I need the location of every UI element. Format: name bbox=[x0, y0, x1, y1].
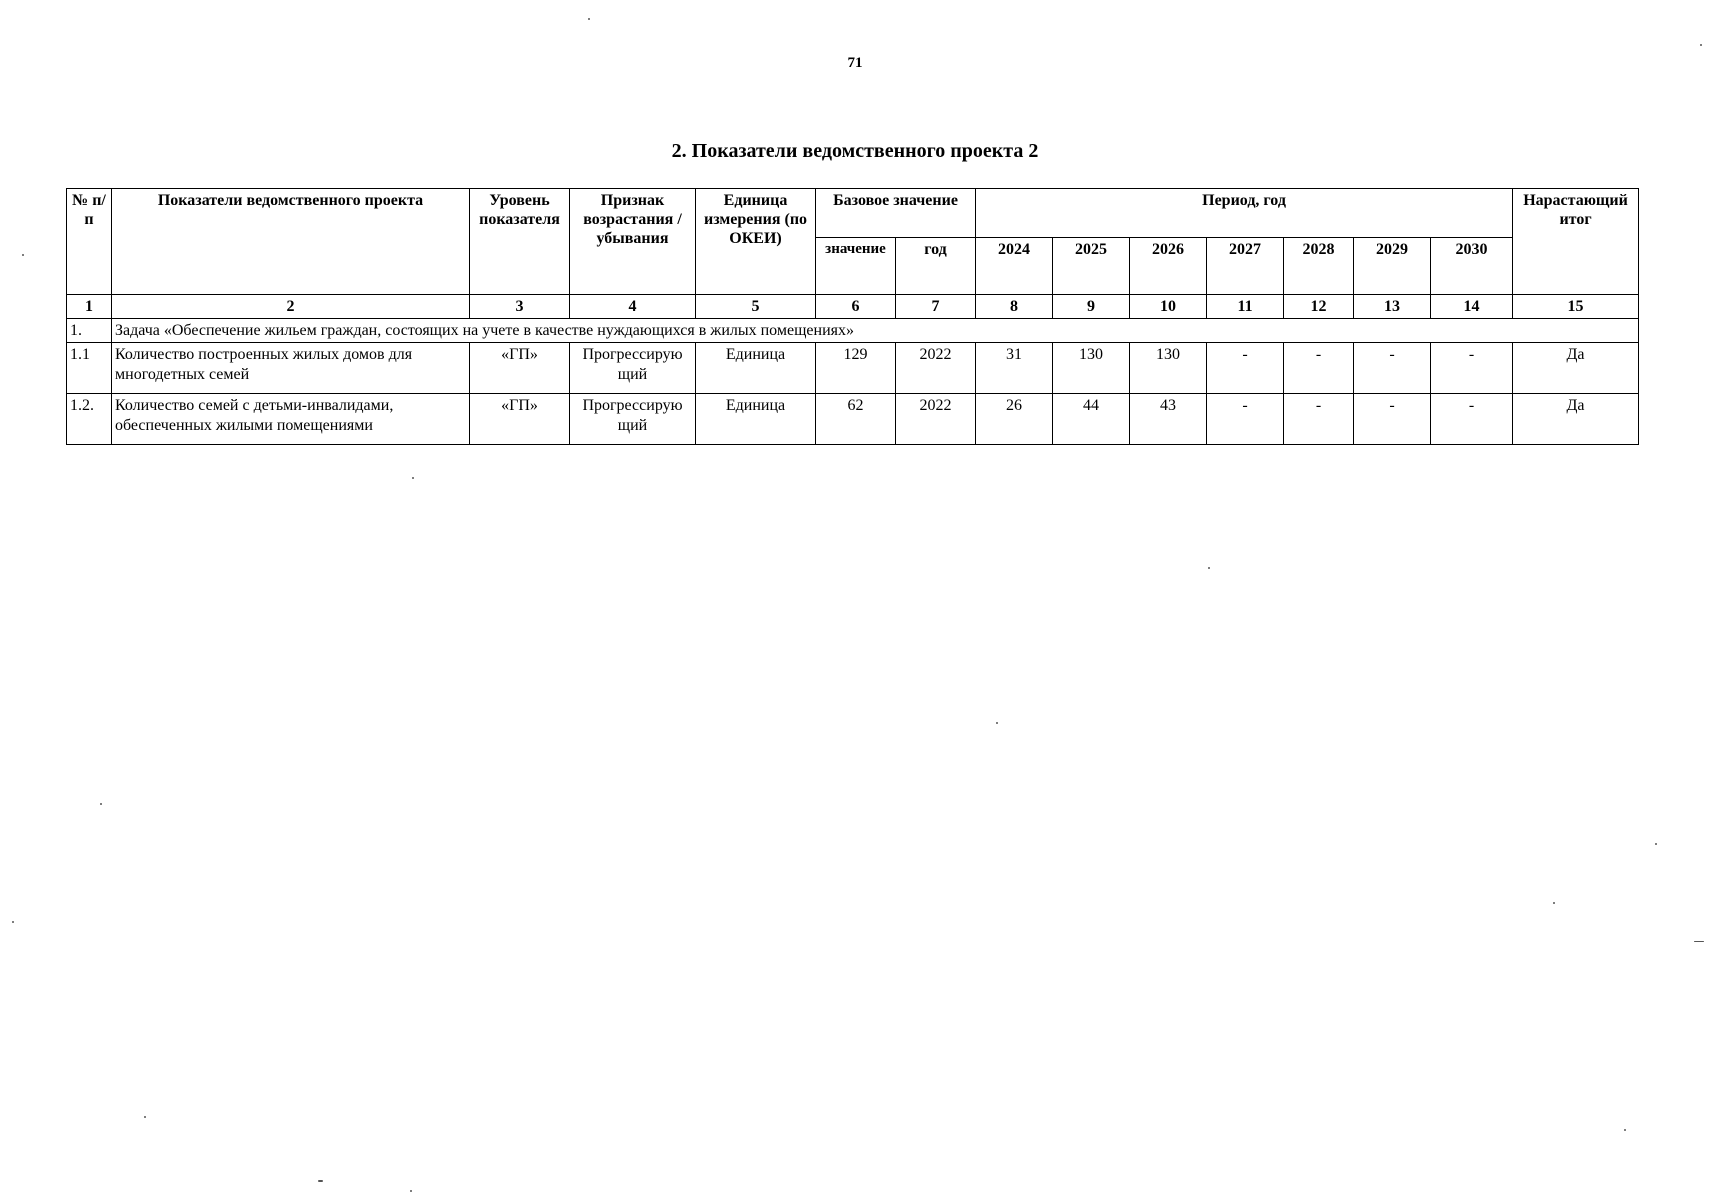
header-year: 2028 bbox=[1284, 238, 1354, 295]
column-number: 8 bbox=[976, 295, 1053, 319]
header-cumulative: Нарастающий итог bbox=[1513, 189, 1639, 295]
row-year-value: - bbox=[1207, 343, 1284, 394]
scan-speck bbox=[100, 803, 102, 805]
column-number: 15 bbox=[1513, 295, 1639, 319]
header-year: 2025 bbox=[1053, 238, 1130, 295]
scan-speck bbox=[996, 722, 998, 724]
row-year-value: 44 bbox=[1053, 394, 1130, 445]
row-unit: Единица bbox=[696, 394, 816, 445]
row-year-value: - bbox=[1207, 394, 1284, 445]
column-number: 1 bbox=[67, 295, 112, 319]
header-year: 2026 bbox=[1130, 238, 1207, 295]
scan-speck bbox=[318, 1180, 323, 1182]
section-title: 2. Показатели ведомственного проекта 2 bbox=[671, 140, 1039, 162]
column-number: 11 bbox=[1207, 295, 1284, 319]
scan-speck bbox=[588, 18, 590, 20]
scan-speck bbox=[1655, 843, 1657, 845]
row-indicator: Количество семей с детьми-инвалидами, обеспеченных жилыми помещениями bbox=[112, 394, 470, 445]
row-level: «ГП» bbox=[470, 343, 570, 394]
header-base-year: год bbox=[896, 238, 976, 295]
header-year: 2029 bbox=[1354, 238, 1431, 295]
table-row bbox=[67, 343, 1639, 394]
page-number: 71 bbox=[847, 55, 863, 71]
header-year: 2024 bbox=[976, 238, 1053, 295]
table-row bbox=[67, 394, 1639, 445]
row-level: «ГП» bbox=[470, 394, 570, 445]
header-year: 2027 bbox=[1207, 238, 1284, 295]
column-number: 4 bbox=[570, 295, 696, 319]
column-number: 6 bbox=[816, 295, 896, 319]
row-year-value: - bbox=[1284, 343, 1354, 394]
row-trend: Прогрессирую щий bbox=[570, 343, 696, 394]
scan-speck bbox=[22, 254, 24, 256]
scan-speck bbox=[412, 477, 414, 479]
scan-speck bbox=[144, 1116, 146, 1118]
indicators-table bbox=[66, 188, 1639, 445]
header-num: № п/п bbox=[67, 189, 112, 295]
row-indicator: Количество построенных жилых домов для многодетных семей bbox=[112, 343, 470, 394]
scan-speck bbox=[1700, 44, 1702, 46]
row-year-value: - bbox=[1431, 343, 1513, 394]
column-number: 12 bbox=[1284, 295, 1354, 319]
column-number: 7 bbox=[896, 295, 976, 319]
row-unit: Единица bbox=[696, 343, 816, 394]
row-year-value: - bbox=[1284, 394, 1354, 445]
row-num: 1.2. bbox=[67, 394, 112, 445]
row-base-year: 2022 bbox=[896, 343, 976, 394]
row-cumulative: Да bbox=[1513, 394, 1639, 445]
row-year-value: 26 bbox=[976, 394, 1053, 445]
scan-speck bbox=[410, 1190, 412, 1192]
column-number: 9 bbox=[1053, 295, 1130, 319]
header-level: Уровень показателя bbox=[470, 189, 570, 295]
row-year-value: 130 bbox=[1130, 343, 1207, 394]
task-row bbox=[67, 319, 1639, 343]
row-year-value: - bbox=[1431, 394, 1513, 445]
column-number: 3 bbox=[470, 295, 570, 319]
header-trend: Признак возрастания / убывания bbox=[570, 189, 696, 295]
row-year-value: 130 bbox=[1053, 343, 1130, 394]
column-number: 14 bbox=[1431, 295, 1513, 319]
column-number: 2 bbox=[112, 295, 470, 319]
scan-speck bbox=[1553, 902, 1555, 904]
row-trend: Прогрессирую щий bbox=[570, 394, 696, 445]
task-text: Задача «Обеспечение жильем граждан, состоящих на учете в качестве нуждающихся в жилых помещениях» bbox=[112, 319, 1639, 343]
scan-speck bbox=[1694, 941, 1704, 942]
row-base-year: 2022 bbox=[896, 394, 976, 445]
column-number: 10 bbox=[1130, 295, 1207, 319]
column-number: 5 bbox=[696, 295, 816, 319]
row-num: 1.1 bbox=[67, 343, 112, 394]
row-year-value: 43 bbox=[1130, 394, 1207, 445]
header-base-value: значение bbox=[816, 238, 896, 295]
scan-speck bbox=[12, 921, 14, 923]
row-base-value: 129 bbox=[816, 343, 896, 394]
header-base: Базовое значение bbox=[816, 189, 976, 238]
row-year-value: 31 bbox=[976, 343, 1053, 394]
row-year-value: - bbox=[1354, 394, 1431, 445]
header-year: 2030 bbox=[1431, 238, 1513, 295]
header-indicator: Показатели ведомственного проекта bbox=[112, 189, 470, 295]
scan-speck bbox=[1624, 1129, 1626, 1131]
column-number: 13 bbox=[1354, 295, 1431, 319]
row-base-value: 62 bbox=[816, 394, 896, 445]
row-year-value: - bbox=[1354, 343, 1431, 394]
task-num: 1. bbox=[67, 319, 112, 343]
scan-speck bbox=[1208, 567, 1210, 569]
header-period: Период, год bbox=[976, 189, 1513, 238]
row-cumulative: Да bbox=[1513, 343, 1639, 394]
header-unit: Единица измерения (по ОКЕИ) bbox=[696, 189, 816, 295]
